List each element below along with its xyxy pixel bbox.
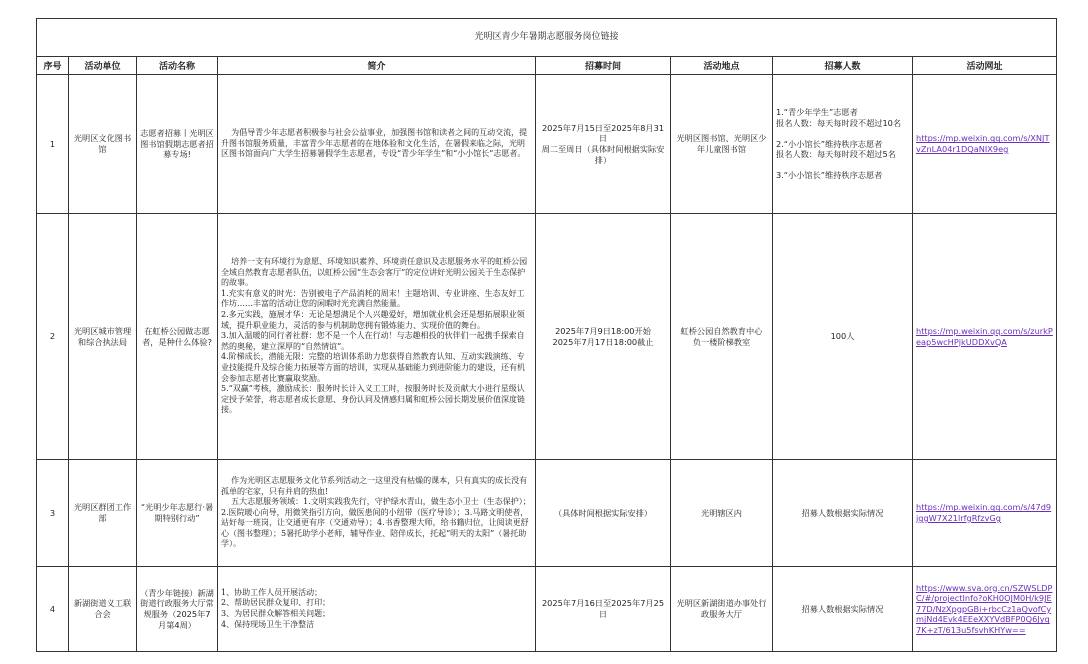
table-row — [37, 460, 1057, 567]
table-title: 光明区青少年暑期志愿服务岗位链接 — [37, 19, 1057, 57]
row-time: 2025年7月9日18:00开始 2025年7月17日18:00截止 — [536, 214, 671, 460]
row-time: 2025年7月15日至2025年8月31日 周二至周日（具体时间根据实际安排） — [536, 75, 671, 214]
row-name: “光明少年志愿行·暑期特别行动” — [137, 460, 218, 567]
row-org: 新湖街道义工联合会 — [69, 567, 137, 652]
row-no: 4 — [37, 567, 69, 652]
row-url-link[interactable]: https://www.sva.org.cn/SZWSLDPC/#/projectInfo?oKH0OJM0H/k9JE77D/NzXpgpGBi+rbcCz1aQvofCymjNd4Evk4EEeXXYVdBFP0Q6Jyq7K+zT/613u5fsvhKHYw== — [916, 582, 1053, 635]
row-url-cell — [913, 460, 1057, 567]
row-url-link[interactable]: https://mp.weixin.qq.com/s/zurkPeap5wcHPjkUDDXvQA — [916, 325, 1053, 347]
table-row — [37, 75, 1057, 214]
row-url-link[interactable]: https://mp.weixin.qq.com/s/47d9jggW7X21lrfgRfzvGg — [916, 502, 1052, 523]
row-time: （具体时间根据实际安排） — [536, 460, 671, 567]
row-url-cell — [913, 567, 1057, 652]
header-intro: 简介 — [218, 57, 536, 75]
header-no: 序号 — [37, 57, 69, 75]
header-location: 活动地点 — [671, 57, 773, 75]
row-location: 虹桥公园自然教育中心 负一楼阶梯教室 — [671, 214, 773, 460]
row-name: 志愿者招募丨光明区图书馆假期志愿者招募专场! — [137, 75, 218, 214]
row-name: （青少年链接）新湖街道行政服务大厅常规服务（2025年7月第4周） — [137, 567, 218, 652]
row-url-link[interactable]: https://mp.weixin.qq.com/s/XNJTvZnLA04r1DQaNIX9eg — [916, 133, 1050, 154]
row-no: 3 — [37, 460, 69, 567]
row-location: 光明辖区内 — [671, 460, 773, 567]
header-url: 活动网址 — [913, 57, 1057, 75]
table-row — [37, 214, 1057, 460]
row-location: 光明区图书馆、光明区少年儿童图书馆 — [671, 75, 773, 214]
spreadsheet — [36, 18, 1056, 652]
row-time: 2025年7月16日至2025年7月25日 — [536, 567, 671, 652]
header-recruit: 招募人数 — [773, 57, 913, 75]
row-recruit: 1.“青少年学生”志愿者 报名人数：每天每时段不超过10名 2.“小小馆长”维持秩序志愿者 报名人数：每天每时段不超过5名 3.“小小馆长”维持秩序志愿者 — [773, 75, 913, 214]
row-intro: 为倡导青少年志愿者积极参与社会公益事业，加强图书馆和读者之间的互动交流，提升图书馆服务质量，丰富青少年志愿者的在地体验和文化生活，在暑假来临之际，光明区图书馆面向广大学生招募暑假学生志愿者，专设“青少年学生”和“小小馆长”志愿者。 — [218, 75, 536, 214]
row-recruit: 招募人数根据实际情况 — [773, 460, 913, 567]
row-org: 光明区群团工作部 — [69, 460, 137, 567]
row-intro: 培养一支有环境行为意愿、环境知识素养、环境责任意识及志愿服务水平的虹桥公园全域自然教育志愿者队伍，以虹桥公园“生态会客厅”的定位讲好光明公园关于生态保护的故事。 1.充实有意义的时光：告别被电子产品消耗的周末！主题培训、专业讲座、生态友好工作坊……丰富的活动让您的闲暇时光充满自然能量。 2.多元实践，施展才华：无论是想满足个人兴趣爱好，增加就业机会还是想拓展职业领域，提升职业能力，灵活的参与机制助您拥有锻炼能力、实现价值的舞台。 3.加入温暖的同行者社群：您不是一个人在行动！与志趣相投的伙伴们一起携手探索自然的奥秘，建立深厚的“自然情谊”。 4.阶梯成长，潜能无限：完整的培训体系助力您获得自然教育认知、互动实践演练、专业技能提升及综合能力拓展等方面的培训，实现从基础能力到进阶能力的建设，还有机会参加志愿者比赛赢取奖励。 5.“双赢”考核，激励成长：服务时长计入义工工时，按服务时长及贡献大小进行星级认定授予荣誉，将志愿者成长意愿、身份认同及情感归属和虹桥公园长期发展价值深度链接。 — [218, 214, 536, 460]
row-intro: 1、协助工作人员开展活动； 2、帮助居民群众复印、打印； 3、为居民群众解答相关问题； 4、保持现场卫生干净整洁 — [218, 567, 536, 652]
row-org: 光明区城市管理和综合执法局 — [69, 214, 137, 460]
row-recruit: 招募人数根据实际情况 — [773, 567, 913, 652]
row-recruit: 100人 — [773, 214, 913, 460]
row-location: 光明区新湖街道办事处行政服务大厅 — [671, 567, 773, 652]
row-org: 光明区文化图书馆 — [69, 75, 137, 214]
table-row — [37, 567, 1057, 652]
volunteer-posts-table — [36, 18, 1057, 652]
row-no: 1 — [37, 75, 69, 214]
row-url-cell — [913, 75, 1057, 214]
row-intro: 作为光明区志愿服务文化节系列活动之一这里没有枯燥的课本，只有真实的成长没有孤单的宅家，只有并肩的热血! 五大志愿服务领域：1.文明实践我先行，守护绿水青山，做生态小卫士（生态保护）；2.医院暖心向导，用微笑指引方向，做医患间的小纽带（医疗导诊）；3.马路文明使者，站好每一班岗，让交通更有序（交通劝导）；4.书香整理大师，给书籍归位，让阅读更舒心（图书整理）；5暑托助学小老师，辅导作业、陪伴成长，托起“明天的太阳”（暑托助学）。 — [218, 460, 536, 567]
row-url-cell — [913, 214, 1057, 460]
header-time: 招募时间 — [536, 57, 671, 75]
header-row — [37, 57, 1057, 75]
row-no: 2 — [37, 214, 69, 460]
header-name: 活动名称 — [137, 57, 218, 75]
header-org: 活动单位 — [69, 57, 137, 75]
row-name: 在虹桥公园做志愿者，是种什么体验? — [137, 214, 218, 460]
